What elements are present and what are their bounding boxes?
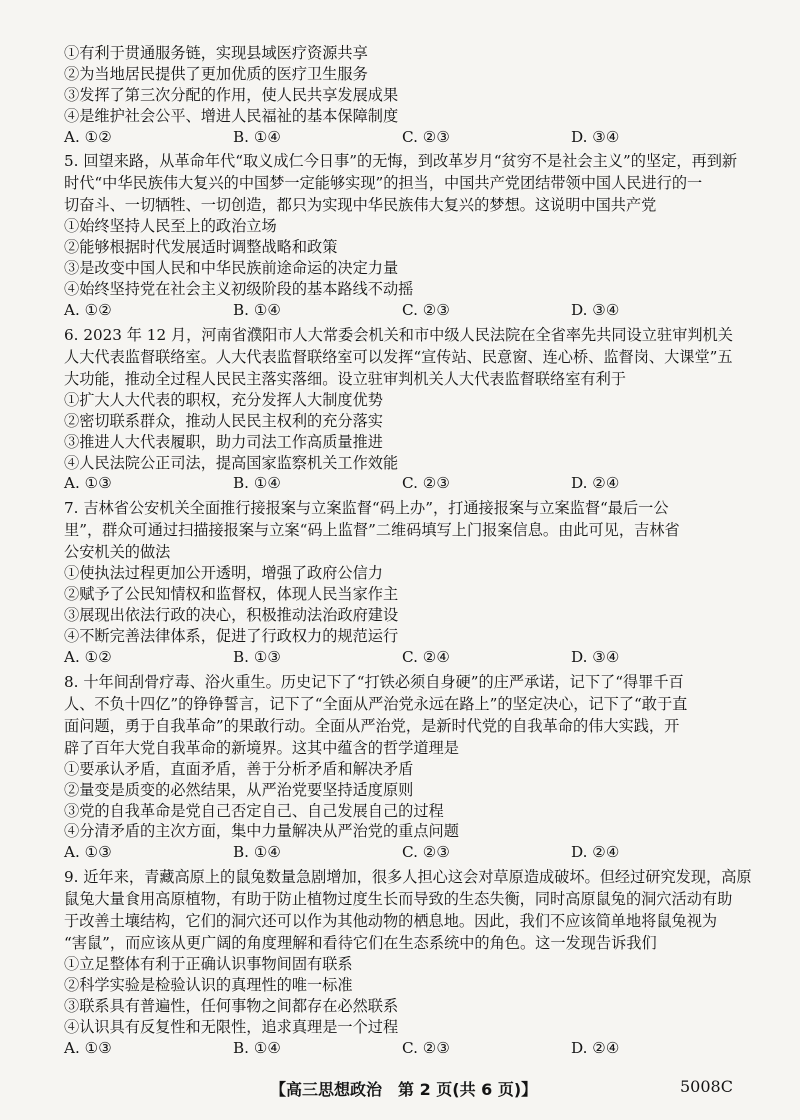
choice-c: C. ②③ — [402, 843, 450, 862]
option-line: ④认识具有反复性和无限性，追求真理是一个过程 — [64, 1017, 399, 1036]
stem-line: 9. 近年来，青藏高原上的鼠兔数量急剧增加，很多人担心这会对草原造成破坏。但经过研究发现，高原 — [64, 868, 752, 887]
option-line: ②密切联系群众，推动人民民主权利的充分落实 — [64, 411, 383, 430]
answer-choices — [64, 647, 754, 668]
choice-c: C. ②③ — [402, 1038, 450, 1057]
option-line: ①使执法过程更加公开透明，增强了政府公信力 — [64, 564, 383, 583]
option-line: ②能够根据时代发展适时调整战略和政策 — [64, 238, 338, 257]
answer-choices — [64, 842, 754, 863]
option-line: ②科学实验是检验认识的真理性的唯一标准 — [64, 976, 353, 995]
choice-d: D. ②④ — [571, 474, 620, 493]
choice-c: C. ②③ — [402, 301, 450, 320]
stem-line: 于改善土壤结构，它们的洞穴还可以作为其他动物的栖息地。因此，我们不应该简单地将鼠兔视为 — [64, 912, 718, 931]
stem-line: 时代“中华民族伟大复兴的中国梦一定能够实现”的担当，中国共产党团结带领中国人民进行的一 — [64, 174, 703, 193]
choice-d: D. ②④ — [571, 843, 620, 862]
choice-b: B. ①④ — [233, 1038, 282, 1057]
choice-a: A. ①② — [64, 301, 112, 320]
stem-line: 人、不负十四亿”的铮铮誓言，记下了“全面从严治党永远在路上”的坚定决心，记下了“敢于直 — [64, 694, 688, 713]
choice-b: B. ①③ — [233, 647, 282, 666]
option-line: ①立足整体有利于正确认识事物间固有联系 — [64, 955, 353, 974]
choice-a: A. ①③ — [64, 474, 112, 493]
question-6 — [64, 324, 754, 494]
choice-b: B. ①④ — [233, 843, 282, 862]
exam-code: 5008C — [680, 1077, 733, 1096]
question-7 — [64, 497, 754, 667]
option-line: ④人民法院公正司法，提高国家监察机关工作效能 — [64, 453, 399, 472]
answer-choices — [64, 473, 754, 494]
option-line: ②量变是质变的必然结果，从严治党要坚持适度原则 — [64, 780, 414, 799]
choice-a: A. ①③ — [64, 843, 112, 862]
question-stem — [64, 324, 754, 390]
answer-choices — [64, 300, 754, 321]
stem-line: 大功能，推动全过程人民民主落实落细。设立驻审判机关人大代表监督联络室有利于 — [64, 369, 626, 388]
stem-line: 5. 回望来路，从革命年代“取义成仁今日事”的无悔，到改革岁月“贫穷不是社会主义”的坚定，再到新 — [64, 152, 738, 171]
choice-a: A. ①② — [64, 647, 112, 666]
choice-c: C. ②③ — [402, 127, 450, 146]
footer-title: 【高三思想政治 第 2 页(共 6 页)】 — [270, 1080, 538, 1099]
option-line: ①有利于贯通服务链，实现县域医疗资源共享 — [64, 44, 368, 62]
question-stem — [64, 671, 754, 759]
question-8 — [64, 671, 754, 863]
option-line: ③党的自我革命是党自己否定自己、自己发展自己的过程 — [64, 801, 444, 820]
choice-d: D. ②④ — [571, 1038, 620, 1057]
option-line: ③发挥了第三次分配的作用，使人民共享发展成果 — [64, 85, 399, 104]
stem-line: “害鼠”，而应该从更广阔的角度理解和看待它们在生态系统中的角色。这一发现告诉我们 — [64, 934, 657, 953]
choice-b: B. ①④ — [233, 474, 282, 493]
choice-c: C. ②③ — [402, 474, 450, 493]
answer-choices — [64, 1038, 754, 1059]
option-line: ③展现出依法行政的决心，积极推动法治政府建设 — [64, 606, 399, 625]
question-4-tail — [64, 43, 754, 147]
option-line: ①扩大人大代表的职权，充分发挥人大制度优势 — [64, 390, 383, 409]
choice-b: B. ①④ — [233, 301, 282, 320]
stem-line: 鼠兔大量食用高原植物，有助于防止植物过度生长而导致的生态失衡，同时高原鼠兔的洞穴活动有助 — [64, 890, 733, 909]
stem-line: 辟了百年大党自我革命的新境界。这其中蕴含的哲学道理是 — [64, 738, 459, 757]
choice-d: D. ③④ — [571, 301, 620, 320]
choice-b: B. ①④ — [233, 127, 282, 146]
choice-c: C. ②④ — [402, 647, 450, 666]
stem-line: 切奋斗、一切牺牲、一切创造，都只为实现中华民族伟大复兴的梦想。这说明中国共产党 — [64, 196, 657, 215]
choice-d: D. ③④ — [571, 127, 620, 146]
choice-a: A. ①③ — [64, 1038, 112, 1057]
question-stem — [64, 497, 754, 563]
stem-line: 人大代表监督联络室。人大代表监督联络室可以发挥“宣传站、民意窗、连心桥、监督岗、大课堂”五 — [64, 347, 733, 366]
choice-a: A. ①② — [64, 127, 112, 146]
stem-line: 公安机关的做法 — [64, 543, 171, 562]
page-footer — [0, 1077, 800, 1103]
option-line: ④分清矛盾的主次方面，集中力量解决从严治党的重点问题 — [64, 822, 459, 841]
option-line: ④不断完善法律体系，促进了行政权力的规范运行 — [64, 627, 399, 646]
option-line: ②赋予了公民知情权和监督权，体现人民当家作主 — [64, 585, 399, 604]
option-line: ④是维护社会公平、增进人民福祉的基本保障制度 — [64, 106, 399, 125]
exam-content — [64, 43, 754, 1059]
option-line: ③推进人大代表履职，助力司法工作高质量推进 — [64, 432, 383, 451]
question-stem — [64, 150, 754, 216]
question-stem — [64, 866, 754, 954]
option-line: ②为当地居民提供了更加优质的医疗卫生服务 — [64, 64, 368, 83]
option-line: ①始终坚持人民至上的政治立场 — [64, 217, 277, 236]
stem-line: 里”，群众可通过扫描接报案与立案“码上监督”二维码填写上门报案信息。由此可见，吉林省 — [64, 521, 680, 540]
option-line: ④始终坚持党在社会主义初级阶段的基本路线不动摇 — [64, 280, 414, 299]
option-line: ③是改变中国人民和中华民族前途命运的决定力量 — [64, 259, 399, 278]
question-5 — [64, 150, 754, 320]
stem-line: 8. 十年间刮骨疗毒、浴火重生。历史记下了“打铁必须自身硬”的庄严承诺，记下了“得罪千百 — [64, 672, 684, 691]
stem-line: 面问题，勇于自我革命”的果敢行动。全面从严治党，是新时代党的自我革命的伟大实践，开 — [64, 716, 680, 735]
option-line: ①要承认矛盾，直面矛盾，善于分析矛盾和解决矛盾 — [64, 759, 414, 778]
stem-line: 6. 2023 年 12 月，河南省濮阳市人大常委会机关和市中级人民法院在全省率先共同设立驻审判机关 — [64, 325, 733, 344]
choice-d: D. ③④ — [571, 647, 620, 666]
option-line: ③联系具有普遍性，任何事物之间都存在必然联系 — [64, 997, 399, 1016]
answer-choices — [64, 127, 754, 148]
stem-line: 7. 吉林省公安机关全面推行接报案与立案监督“码上办”，打通接报案与立案监督“最后一公 — [64, 499, 669, 518]
question-9 — [64, 866, 754, 1058]
